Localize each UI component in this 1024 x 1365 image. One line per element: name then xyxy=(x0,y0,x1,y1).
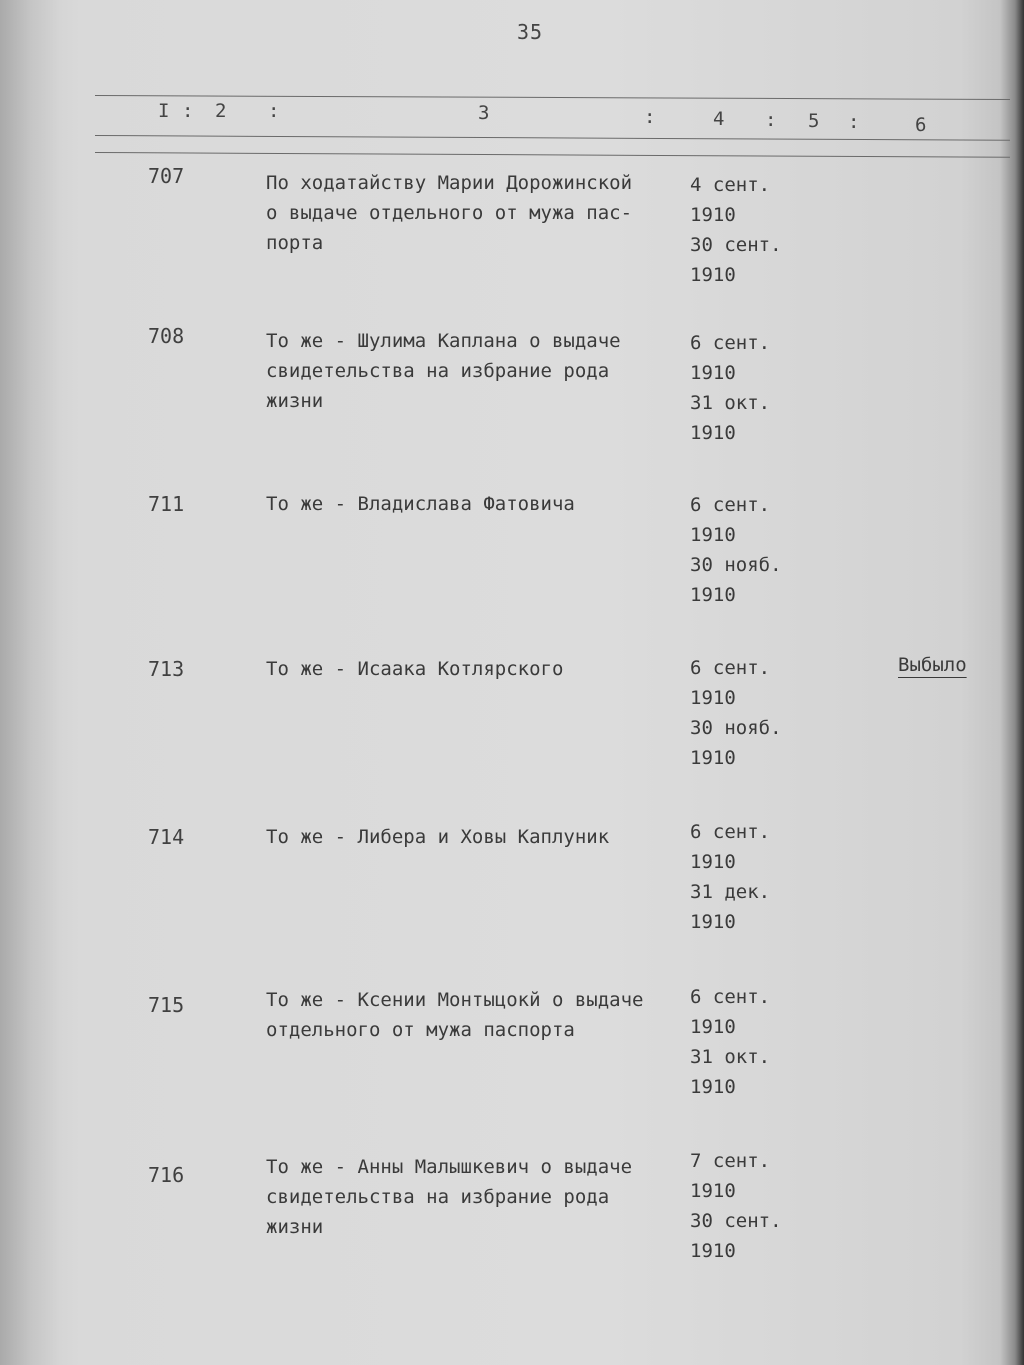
end-date: 31 дек. xyxy=(690,881,771,903)
entry-description-line: То же - Либера и Ховы Каплуник xyxy=(266,826,610,848)
entry-dates xyxy=(690,982,770,1102)
header-bottom-rule xyxy=(95,135,1010,141)
end-date: 30 сент. xyxy=(690,234,782,256)
start-date: 6 сент. xyxy=(690,494,771,516)
entry-description xyxy=(266,654,696,684)
entry-number: 714 xyxy=(148,825,185,849)
entry-description xyxy=(266,822,696,852)
column-separator: : xyxy=(182,100,194,122)
end-year: 1910 xyxy=(690,911,736,933)
entry-note: Выбыло xyxy=(898,654,967,676)
entry-description-line: свидетельства на избрание рода xyxy=(266,360,610,382)
header-double-rule xyxy=(95,152,1010,158)
end-year: 1910 xyxy=(690,422,736,444)
start-year: 1910 xyxy=(690,851,736,873)
entry-description-line: То же - Анны Малышкевич о выдаче xyxy=(266,1156,633,1178)
entry-description xyxy=(266,489,696,519)
column-separator: : xyxy=(268,100,280,122)
end-year: 1910 xyxy=(690,584,736,606)
entry-number: 715 xyxy=(148,993,185,1017)
entry-number: 707 xyxy=(148,164,185,188)
start-date: 6 сент. xyxy=(690,821,771,843)
start-date: 7 сент. xyxy=(690,1150,771,1172)
entry-description-line: отдельного от мужа паспорта xyxy=(266,1019,575,1041)
entry-dates xyxy=(690,1146,782,1266)
entry-description-line: То же - Владислава Фатовича xyxy=(266,493,575,515)
start-date: 6 сент. xyxy=(690,332,771,354)
entry-description xyxy=(266,1152,696,1242)
entry-description-line: То же - Ксении Монтыцокй о выдаче xyxy=(266,989,644,1011)
end-date: 30 нояб. xyxy=(690,554,782,576)
column-header-1: I xyxy=(158,100,170,122)
start-year: 1910 xyxy=(690,687,736,709)
column-separator: : xyxy=(765,109,777,131)
entry-description-line: жизни xyxy=(266,390,324,412)
end-year: 1910 xyxy=(690,1240,736,1262)
entry-description-line: То же - Шулима Каплана о выдаче xyxy=(266,330,621,352)
entry-dates xyxy=(690,653,782,773)
entry-description-line: порта xyxy=(266,232,324,254)
column-header-6: 6 xyxy=(915,114,927,136)
column-header-4: 4 xyxy=(713,108,725,130)
start-year: 1910 xyxy=(690,1016,736,1038)
entry-description-line: жизни xyxy=(266,1216,324,1238)
entry-dates xyxy=(690,817,770,937)
start-date: 4 сент. xyxy=(690,174,771,196)
column-header-2: 2 xyxy=(215,100,227,122)
column-header-5: 5 xyxy=(808,110,820,132)
column-separator: : xyxy=(644,106,656,128)
end-date: 31 окт. xyxy=(690,1046,771,1068)
binding-shadow xyxy=(0,0,60,1365)
entry-description-line: свидетельства на избрание рода xyxy=(266,1186,610,1208)
column-separator: : xyxy=(848,111,860,133)
start-date: 6 сент. xyxy=(690,657,771,679)
entry-dates xyxy=(690,170,782,290)
end-year: 1910 xyxy=(690,264,736,286)
entry-dates xyxy=(690,490,782,610)
start-year: 1910 xyxy=(690,204,736,226)
end-date: 30 сент. xyxy=(690,1210,782,1232)
page-number: 35 xyxy=(516,20,544,44)
entry-description-line: То же - Исаака Котлярского xyxy=(266,658,564,680)
end-year: 1910 xyxy=(690,1076,736,1098)
entry-description-line: По ходатайству Марии Дорожинской xyxy=(266,172,633,194)
header-top-rule xyxy=(95,95,1010,100)
start-date: 6 сент. xyxy=(690,986,771,1008)
entry-number: 716 xyxy=(148,1163,185,1187)
start-year: 1910 xyxy=(690,524,736,546)
entry-dates xyxy=(690,328,770,448)
entry-description-line: о выдаче отдельного от мужа пас- xyxy=(266,202,633,224)
entry-number: 713 xyxy=(148,657,185,681)
entry-number: 708 xyxy=(148,324,185,348)
entry-description xyxy=(266,168,696,258)
entry-description xyxy=(266,326,696,416)
end-date: 30 нояб. xyxy=(690,717,782,739)
entry-description xyxy=(266,985,696,1045)
column-header-3: 3 xyxy=(478,102,490,124)
end-year: 1910 xyxy=(690,747,736,769)
entry-number: 711 xyxy=(148,492,185,516)
end-date: 31 окт. xyxy=(690,392,771,414)
start-year: 1910 xyxy=(690,1180,736,1202)
start-year: 1910 xyxy=(690,362,736,384)
